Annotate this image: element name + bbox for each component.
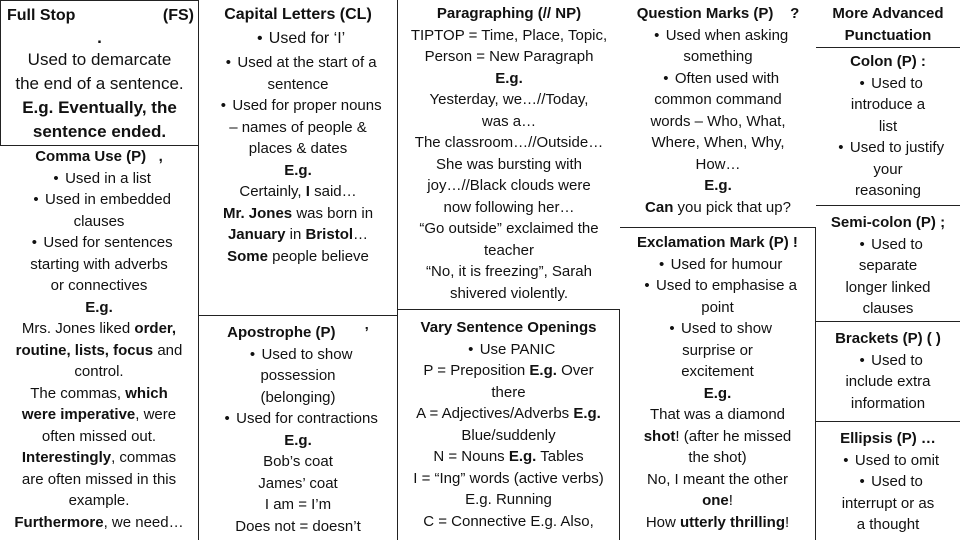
paragraphing-line: She was bursting with [436, 155, 582, 173]
question-bullet: Used when asking [665, 26, 789, 44]
exclamation-bullet: Used for humour [670, 255, 783, 273]
comma-bullet-cont: starting with adverbs [30, 255, 168, 273]
list-item [620, 68, 816, 90]
semicolon-title: Semi-colon (P) ; [830, 214, 946, 231]
bullet-icon: • [220, 97, 226, 114]
bullet-icon: • [256, 30, 263, 47]
openings-line: C = Connective E.g. Also, [423, 512, 594, 530]
paragraphing-line: Person = New Paragraph [424, 48, 594, 65]
semicolon-bullet-cont: separate [858, 257, 918, 274]
comma-example: often missed out. [41, 427, 157, 445]
question-bullet-cont: Where, When, Why, [651, 134, 785, 151]
comma-example: example. [68, 492, 130, 509]
apostrophe-title: Apostrophe (P) ’ [227, 324, 369, 341]
bullet-icon: • [859, 351, 865, 369]
question-title: Question Marks (P) ? [636, 5, 800, 22]
question-symbol: ? [790, 5, 800, 22]
openings-title: Vary Sentence Openings [420, 319, 597, 336]
exclamation-example: That was a diamond [649, 406, 786, 423]
paragraphing-line: joy…//Black clouds were [427, 177, 591, 194]
exclamation-example: No, I meant the other [647, 470, 788, 488]
list-item [816, 350, 960, 372]
brackets-bullet-cont: include extra [845, 373, 931, 390]
list-item [816, 234, 960, 256]
comma-example: The commas, which [30, 384, 168, 402]
list-item [620, 254, 815, 276]
question-bullet-cont: How… [695, 155, 741, 173]
paragraphing-line: teacher [483, 241, 535, 259]
exclamation-mark-box [620, 228, 816, 540]
comma-bullet: Used for sentences [43, 234, 173, 251]
apostrophe-example: James’ coat [258, 474, 338, 492]
comma-eg: E.g. [85, 298, 113, 316]
colon-title: Colon (P) : [850, 53, 926, 70]
full-stop-abbr: (FS) [162, 7, 194, 24]
apostrophe-box [198, 316, 398, 540]
list-item [199, 408, 397, 430]
comma-bullet-cont: clauses [73, 212, 125, 230]
comma-example: Mrs. Jones liked order, [21, 320, 177, 337]
list-item [199, 52, 397, 74]
list-item [199, 344, 397, 366]
paragraphing-eg: E.g. [495, 69, 523, 87]
capitals-title: Capital Letters (CL) [224, 6, 372, 23]
bullet-icon: • [53, 169, 59, 187]
list-item [816, 73, 960, 95]
brackets-bullet-cont: information [850, 394, 926, 412]
colon-bullet-cont: reasoning [855, 182, 921, 199]
brackets-bullet: Used to [871, 351, 923, 369]
list-item [398, 339, 619, 361]
bullet-icon: • [468, 340, 474, 358]
comma-example: routine, lists, focus and [15, 341, 183, 359]
bullet-icon: • [663, 69, 669, 87]
capitals-bullet: Used at the start of a [237, 54, 377, 71]
list-item [0, 232, 198, 254]
paragraphing-box [398, 0, 620, 310]
colon-bullet-cont: your [873, 160, 903, 178]
paragraphing-line: was a… [481, 112, 537, 130]
full-stop-line: Used to demarcate [27, 50, 172, 69]
comma-bullet: Used in embedded [45, 191, 171, 208]
apostrophe-symbol: ’ [364, 324, 369, 341]
exclamation-bullet: Used to show [681, 320, 772, 337]
advanced-title: Punctuation [844, 26, 932, 44]
question-bullet-cont: something [683, 48, 753, 65]
paragraphing-line: Yesterday, we…//Today, [429, 91, 589, 108]
list-item [816, 471, 960, 493]
apostrophe-bullet: Used for contractions [236, 410, 378, 427]
list-item [0, 168, 198, 190]
ellipsis-title: Ellipsis (P) … [840, 430, 936, 447]
bullet-icon: • [659, 255, 665, 273]
apostrophe-example: I am = I’m [264, 496, 332, 513]
openings-line: N = Nouns E.g. Tables [433, 448, 584, 465]
colon-bullet-cont: introduce a [850, 96, 926, 113]
openings-line: Blue/suddenly [461, 426, 556, 444]
full-stop-line: the end of a sentence. [15, 74, 184, 93]
paragraphing-line: “No, it is freezing”, Sarah [426, 263, 592, 280]
apostrophe-bullet-cont: (belonging) [260, 388, 336, 406]
question-bullet: Often used with [674, 69, 780, 87]
openings-line: E.g. Running [465, 491, 552, 508]
comma-example: control. [74, 363, 124, 380]
semicolon-bullet: Used to [871, 235, 923, 253]
comma-example: Furthermore, we need… [14, 513, 184, 531]
full-stop-example: E.g. Eventually, the [22, 98, 177, 117]
ellipsis-bullet: Used to [871, 473, 923, 490]
capitals-bullet: Used for proper nouns [232, 97, 382, 114]
list-item [620, 25, 816, 47]
list-item [816, 450, 960, 472]
capital-letters-box [198, 0, 398, 316]
exclamation-example: the shot) [688, 449, 747, 466]
openings-line: A = Adjectives/Adverbs E.g. [416, 405, 601, 422]
bullet-icon: • [31, 234, 37, 251]
ellipsis-bullet-cont: a thought [856, 516, 920, 533]
comma-example: were imperative, were [21, 406, 177, 423]
list-item [620, 275, 815, 297]
ellipsis-box [816, 422, 960, 540]
list-item [816, 137, 960, 159]
apostrophe-example: Bob’s coat [263, 453, 333, 470]
comma-example: Interestingly, commas [21, 449, 177, 466]
list-item [620, 318, 815, 340]
full-stop-symbol: . [97, 28, 102, 47]
semicolon-bullet-cont: longer linked [845, 278, 931, 296]
bullet-icon: • [859, 473, 865, 490]
question-eg: E.g. [704, 177, 732, 194]
full-stop-box [0, 0, 198, 146]
openings-bullet: Use PANIC [479, 340, 556, 358]
paragraphing-line: TIPTOP = Time, Place, Topic, [410, 26, 608, 44]
capitals-example: Some people believe [227, 247, 369, 265]
brackets-title: Brackets (P) ( ) [835, 330, 941, 347]
capitals-example: Mr. Jones was born in [222, 204, 374, 222]
exclamation-example: shot! (after he missed [643, 427, 792, 445]
apostrophe-bullet-cont: possession [260, 367, 336, 384]
capitals-bullet-cont: – names of people & [229, 118, 367, 136]
colon-bullet-cont: list [878, 117, 898, 135]
bullet-icon: • [859, 74, 865, 92]
paragraphing-line: The classroom…//Outside… [414, 134, 604, 151]
capitals-bullet: Used for ‘I’ [268, 30, 346, 47]
exclamation-eg: E.g. [703, 384, 732, 402]
bullet-icon: • [859, 235, 865, 253]
bullet-icon: • [225, 54, 231, 71]
exclamation-bullet-cont: excitement [681, 363, 754, 380]
comma-bullet-cont: or connectives [50, 277, 148, 294]
capitals-eg: E.g. [284, 161, 312, 179]
question-example: Can you pick that up? [645, 198, 791, 216]
paragraphing-line: shivered violently. [449, 284, 569, 302]
exclamation-example: How utterly thrilling! [645, 513, 790, 531]
apostrophe-bullet: Used to show [261, 345, 353, 363]
capitals-example: Certainly, I said… [239, 183, 357, 200]
exclamation-bullet-cont: point [701, 298, 734, 316]
bullet-icon: • [669, 320, 675, 337]
openings-line: P = Preposition E.g. Over [423, 362, 594, 379]
exclamation-example: one! [702, 492, 733, 509]
openings-line: there [491, 383, 526, 401]
comma-title: Comma Use (P) , [35, 148, 163, 165]
question-marks-box [620, 0, 816, 228]
bullet-icon: • [654, 26, 660, 44]
exclamation-bullet-cont: surprise or [682, 341, 753, 359]
capitals-example: January in Bristol… [227, 226, 369, 243]
paragraphing-line: “Go outside” exclaimed the [419, 220, 599, 237]
capitals-bullet-cont: sentence [267, 75, 329, 93]
openings-line: I = “Ing” words (active verbs) [413, 469, 604, 487]
colon-box [816, 48, 960, 206]
semicolon-box [816, 206, 960, 322]
question-bullet-cont: words – Who, What, [650, 112, 786, 130]
comma-box [0, 146, 198, 540]
question-bullet-cont: common command [654, 91, 782, 108]
apostrophe-example: Does not = doesn’t [235, 517, 361, 535]
bullet-icon: • [249, 345, 256, 363]
exclamation-title: Exclamation Mark (P) ! [637, 234, 798, 251]
bullet-icon: • [838, 139, 844, 156]
comma-bullet: Used in a list [65, 169, 151, 187]
advanced-title: More Advanced [832, 5, 944, 22]
full-stop-title: Full Stop [7, 7, 76, 24]
full-stop-example: sentence ended. [32, 122, 167, 141]
list-item [0, 189, 198, 211]
bullet-icon: • [644, 277, 650, 294]
capitals-bullet-cont: places & dates [248, 140, 348, 157]
paragraphing-line: now following her… [443, 198, 575, 216]
bullet-icon: • [843, 451, 849, 469]
list-item [199, 95, 397, 117]
exclamation-bullet: Used to emphasise a [656, 277, 797, 294]
list-item [199, 26, 397, 52]
paragraphing-title: Paragraphing (// NP) [436, 5, 582, 22]
advanced-header-box [816, 0, 960, 48]
colon-bullet: Used to justify [849, 139, 945, 156]
brackets-box [816, 322, 960, 422]
comma-symbol: , [158, 148, 163, 165]
sentence-openings-box [398, 310, 620, 540]
bullet-icon: • [33, 191, 39, 208]
colon-bullet: Used to [871, 74, 923, 92]
apostrophe-eg: E.g. [284, 431, 312, 449]
ellipsis-bullet-cont: interrupt or as [841, 494, 935, 512]
semicolon-bullet-cont: clauses [862, 300, 914, 317]
bullet-icon: • [224, 410, 230, 427]
ellipsis-bullet: Used to omit [854, 451, 940, 469]
comma-example: are often missed in this [21, 470, 177, 488]
